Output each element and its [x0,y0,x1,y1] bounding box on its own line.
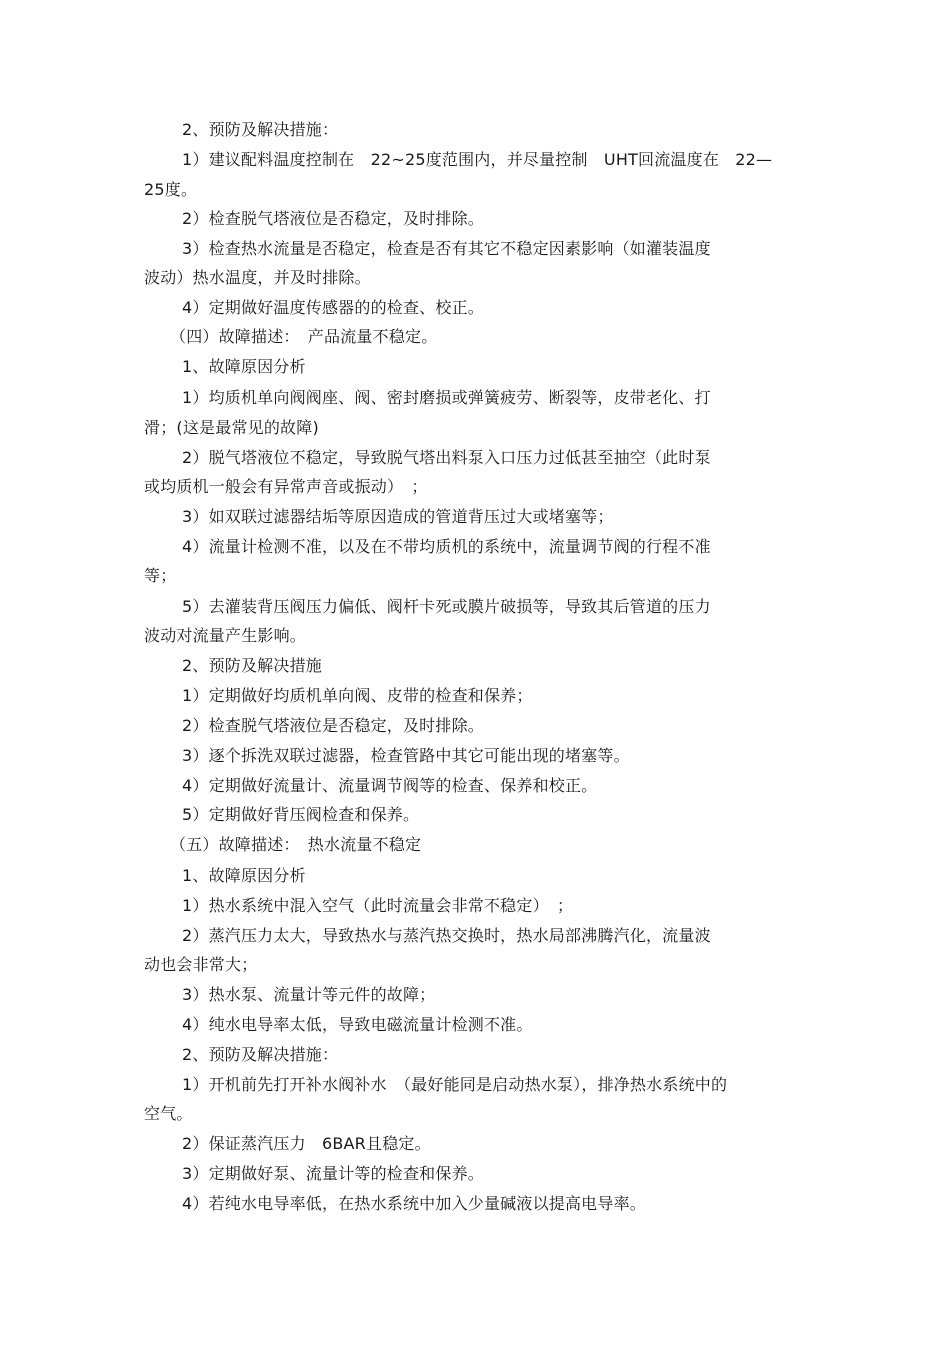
text-line: 3）定期做好泵、流量计等的检查和保养。 [182,1164,484,1183]
text-line: 或均质机一般会有异常声音或振动） ； [144,477,428,496]
text-line: 2）检查脱气塔液位是否稳定，及时排除。 [182,209,484,228]
text-line: 3）检查热水流量是否稳定，检查是否有其它不稳定因素影响（如灌装温度 [182,239,711,258]
text-line: 波动对流量产生影响。 [144,626,307,645]
text-line: 25度。 [144,180,198,199]
subsection-heading: 2、预防及解决措施 [182,656,322,675]
subsection-heading: 2、预防及解决措施： [182,1045,339,1064]
text-line: 等； [144,566,177,585]
subsection-heading: 1、故障原因分析 [182,866,306,885]
text-line: 波动）热水温度，并及时排除。 [144,268,371,287]
text-line: 3）如双联过滤器结垢等原因造成的管道背压过大或堵塞等； [182,507,614,526]
text-line: 4）流量计检测不准，以及在不带均质机的系统中，流量调节阀的行程不准 [182,537,711,556]
text-line: 1）开机前先打开补水阀补水 （最好能同是启动热水泵），排净热水系统中的 [182,1075,728,1094]
text-line: 4）若纯水电导率低，在热水系统中加入少量碱液以提高电导率。 [182,1194,646,1213]
text-line: 1）热水系统中混入空气（此时流量会非常不稳定） ； [182,896,574,915]
text-line: 2）检查脱气塔液位是否稳定，及时排除。 [182,716,484,735]
text-line: 滑；(这是最常见的故障) [144,418,319,437]
text-line: 3）热水泵、流量计等元件的故障； [182,985,436,1004]
text-line: 2）保证蒸汽压力 6BAR且稳定。 [182,1134,431,1153]
text-line: 空气。 [144,1104,193,1123]
section-heading: （五）故障描述： 热水流量不稳定 [170,835,422,854]
text-line: 1）均质机单向阀阀座、阀、密封磨损或弹簧疲劳、断裂等，皮带老化、打 [182,388,711,407]
text-line: 1）定期做好均质机单向阀、皮带的检查和保养； [182,686,533,705]
text-line: 2、预防及解决措施： [182,120,339,139]
text-line: 4）纯水电导率太低，导致电磁流量计检测不准。 [182,1015,533,1034]
text-line: 动也会非常大； [144,955,258,974]
text-line: 4）定期做好流量计、流量调节阀等的检查、保养和校正。 [182,776,598,795]
text-line: 5）定期做好背压阀检查和保养。 [182,805,420,824]
text-line: 3）逐个拆洗双联过滤器，检查管路中其它可能出现的堵塞等。 [182,746,630,765]
text-line: 5）去灌装背压阀压力偏低、阀杆卡死或膜片破损等，导致其后管道的压力 [182,597,711,616]
text-line: 2）脱气塔液位不稳定，导致脱气塔出料泵入口压力过低甚至抽空（此时泵 [182,448,711,467]
text-line: 2）蒸汽压力太大，导致热水与蒸汽热交换时，热水局部沸腾汽化，流量波 [182,926,711,945]
text-line: 1）建议配料温度控制在 22~25度范围内，并尽量控制 UHT回流温度在 22— [182,150,773,169]
text-line: 4）定期做好温度传感器的的检查、校正。 [182,298,484,317]
section-heading: （四）故障描述： 产品流量不稳定。 [170,327,438,346]
subsection-heading: 1、故障原因分析 [182,357,306,376]
